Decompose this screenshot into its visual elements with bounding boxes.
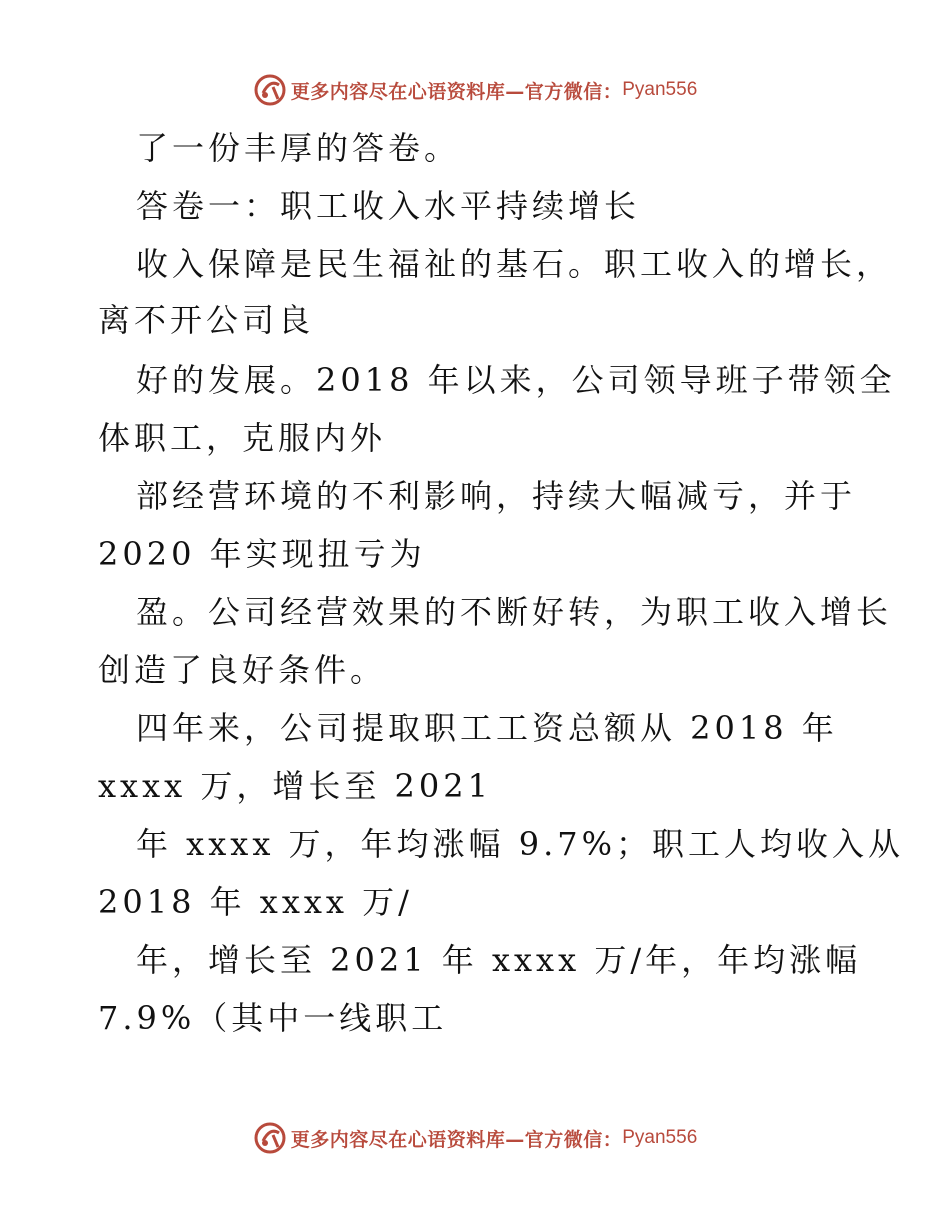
footer-banner-text: 更多内容尽在心语资料库—官方微信： [290, 1128, 623, 1151]
body-line: 2020 年实现扭亏为 [98, 535, 426, 573]
body-line: 了一份丰厚的答卷。 [136, 129, 461, 167]
body-line: 离不开公司良 [98, 301, 315, 339]
body-line: 四年来，公司提取职工工资总额从 2018 年 [136, 709, 838, 747]
footer-wechat-id: Pyan556 [622, 1127, 698, 1148]
logo-icon [253, 1121, 287, 1155]
header-banner-text: 更多内容尽在心语资料库—官方微信： [290, 80, 623, 103]
body-line: 年，增长至 2021 年 xxxx 万/年，年均涨幅 [136, 941, 862, 979]
section-heading: 答卷一：职工收入水平持续增长 [136, 187, 641, 225]
footer-banner [0, 1118, 950, 1158]
body-line: 体职工，克服内外 [98, 419, 387, 457]
body-line: 盈。公司经营效果的不断好转，为职工收入增长 [136, 593, 893, 631]
body-line: 部经营环境的不利影响，持续大幅减亏，并于 [136, 477, 857, 515]
body-line: 2018 年 xxxx 万/ [98, 883, 413, 921]
body-line: 收入保障是民生福祉的基石。职工收入的增长， [136, 245, 893, 283]
body-line: 好的发展。2018 年以来，公司领导班子带领全 [136, 361, 896, 399]
body-line: 年 xxxx 万，年均涨幅 9.7%；职工人均收入从 [136, 825, 905, 863]
body-line: xxxx 万，增长至 2021 [98, 767, 492, 805]
header-wechat-id: Pyan556 [622, 79, 698, 100]
body-line: 创造了良好条件。 [98, 651, 387, 689]
body-line: 7.9%（其中一线职工 [98, 999, 448, 1037]
